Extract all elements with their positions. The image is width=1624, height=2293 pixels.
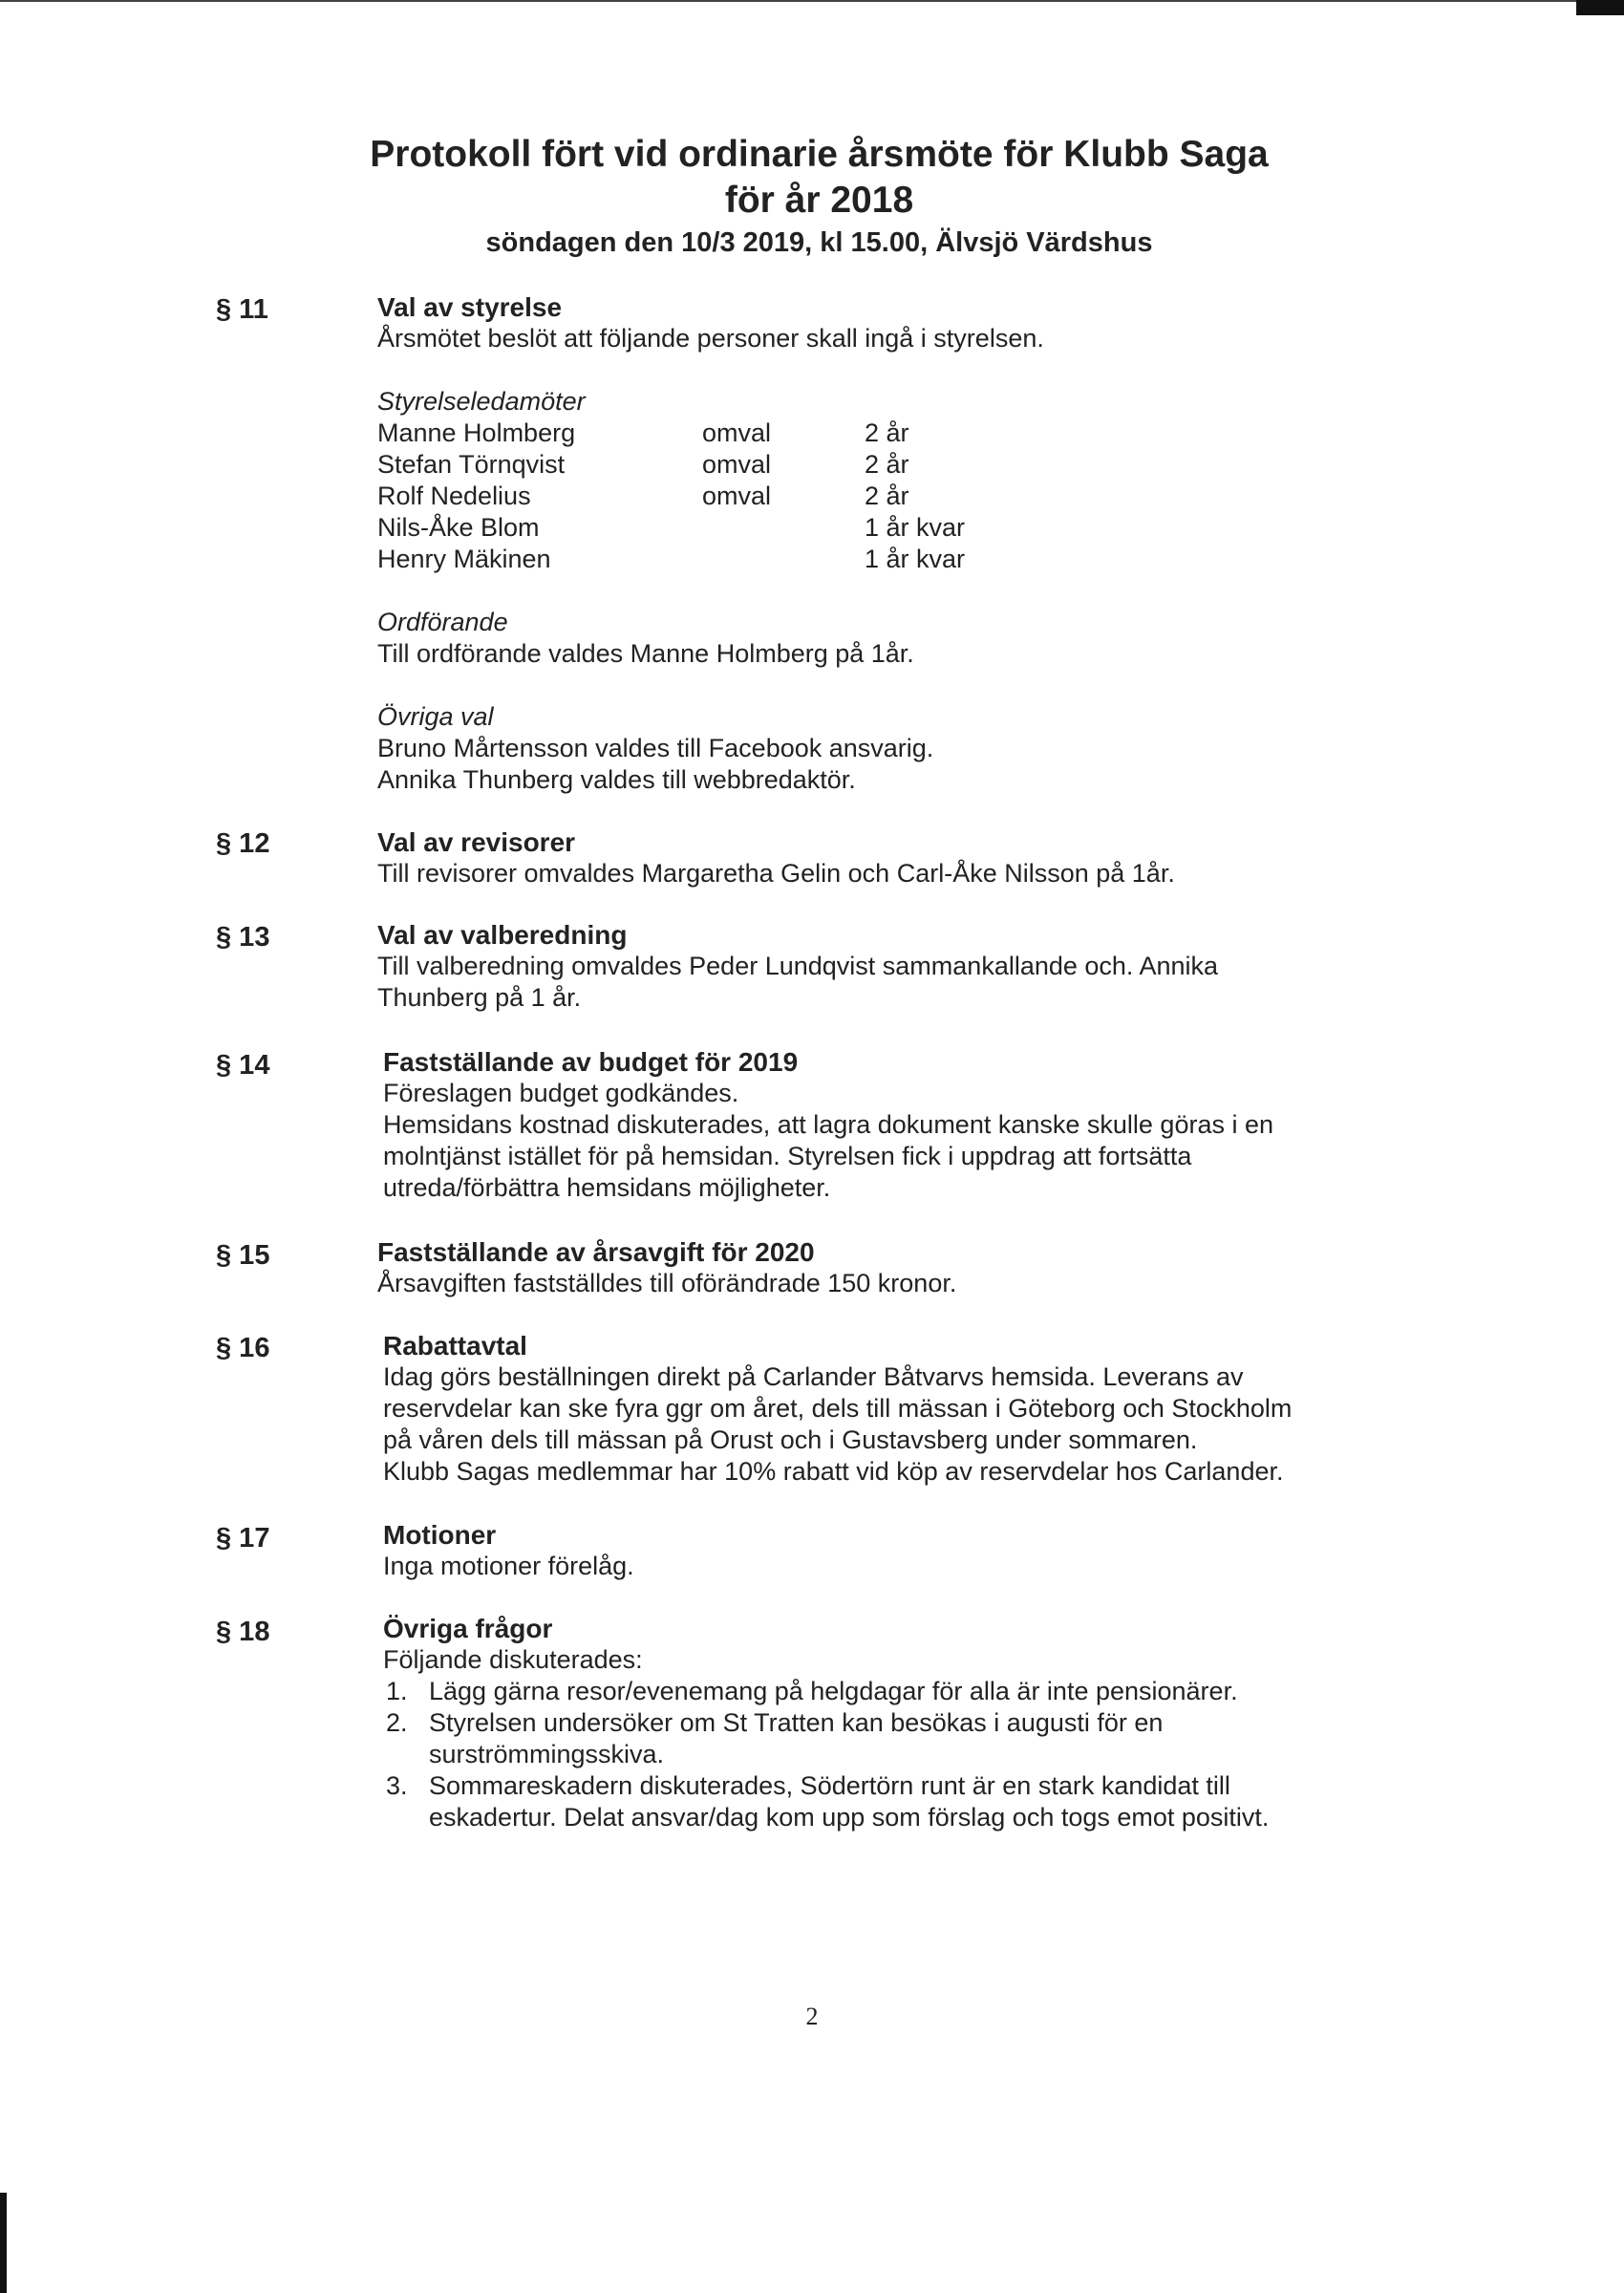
chair-heading: Ordförande (377, 608, 508, 636)
section-14-line: molntjänst istället för på hemsidan. Styrelsen fick i uppdrag att fortsätta (383, 1142, 1192, 1170)
member-status: omval (702, 482, 772, 510)
table-row (377, 418, 965, 449)
section-17 (383, 1519, 1377, 1582)
section-16-heading: Rabattavtal (383, 1331, 527, 1361)
member-term: 1 år kvar (865, 545, 966, 573)
section-16-line: reservdelar kan ske fyra ggr om året, dels till mässan i Göteborg och Stockholm (383, 1394, 1293, 1423)
document-title-line2: för år 2018 (724, 180, 914, 221)
section-14 (383, 1046, 1377, 1204)
section-number-16: § 16 (216, 1333, 270, 1363)
section-12 (377, 826, 1371, 889)
scan-edge-line (0, 0, 1624, 2)
section-number-14: § 14 (216, 1050, 270, 1081)
list-item-line: Lägg gärna resor/evenemang på helgdagar för alla är inte pensionärer. (429, 1677, 1238, 1705)
document-header (0, 132, 1624, 262)
section-18-heading: Övriga frågor (383, 1614, 553, 1643)
table-row (377, 512, 965, 544)
section-13-heading: Val av valberedning (377, 920, 628, 950)
scan-mark-top-right (1576, 0, 1624, 15)
member-name: Nils-Åke Blom (377, 513, 540, 542)
list-item-line: surströmmingsskiva. (429, 1740, 665, 1768)
section-17-text: Inga motioner förelåg. (383, 1552, 634, 1580)
section-17-heading: Motioner (383, 1520, 497, 1550)
section-13 (377, 919, 1371, 1014)
table-row (377, 481, 965, 512)
section-number-12: § 12 (216, 828, 270, 859)
list-item-line: Styrelsen undersöker om St Tratten kan besökas i augusti för en (429, 1708, 1164, 1737)
document-title-line1: Protokoll fört vid ordinarie årsmöte för Klubb Saga (370, 134, 1269, 175)
scan-mark-bottom-left (0, 2193, 7, 2293)
member-name: Manne Holmberg (377, 418, 576, 447)
member-status (702, 544, 865, 575)
section-15-heading: Fastställande av årsavgift för 2020 (377, 1237, 815, 1267)
member-name: Stefan Törnqvist (377, 450, 566, 479)
board-members-table (377, 418, 965, 575)
document-subtitle: söndagen den 10/3 2019, kl 15.00, Älvsjö Värdshus (485, 227, 1153, 258)
list-item-number: 3. (386, 1771, 408, 1800)
other-elections-heading: Övriga val (377, 702, 494, 731)
table-row (377, 449, 965, 481)
section-16-line: Idag görs beställningen direkt på Carlander Båtvarvs hemsida. Leverans av (383, 1362, 1244, 1391)
list-item (383, 1676, 1377, 1707)
section-16-line: Klubb Sagas medlemmar har 10% rabatt vid köp av reservdelar hos Carlander. (383, 1457, 1284, 1486)
section-14-line: Hemsidans kostnad diskuterades, att lagra dokument kanske skulle göras i en (383, 1110, 1274, 1139)
section-11 (377, 291, 1371, 796)
member-name: Rolf Nedelius (377, 482, 531, 510)
member-status (702, 512, 865, 544)
list-item-number: 1. (386, 1677, 408, 1705)
section-number-11: § 11 (216, 294, 268, 325)
section-13-line: Till valberedning omvaldes Peder Lundqvist sammankallande och. Annika (377, 952, 1219, 980)
section-number-17: § 17 (216, 1523, 270, 1554)
member-status: omval (702, 418, 772, 447)
page-number: 2 (805, 2003, 819, 2030)
section-16 (383, 1330, 1377, 1488)
section-12-text: Till revisorer omvaldes Margaretha Gelin och Carl-Åke Nilsson på 1år. (377, 859, 1175, 888)
member-term: 2 år (865, 450, 909, 479)
section-14-line: Föreslagen budget godkändes. (383, 1079, 739, 1107)
list-item (383, 1770, 1377, 1833)
member-term: 1 år kvar (865, 513, 966, 542)
section-14-line: utreda/förbättra hemsidans möjligheter. (383, 1173, 831, 1202)
other-elections-line: Bruno Mårtensson valdes till Facebook ansvarig. (377, 734, 934, 762)
section-18 (383, 1613, 1377, 1833)
section-number-18: § 18 (216, 1617, 270, 1647)
discussion-list (383, 1676, 1377, 1833)
section-12-heading: Val av revisorer (377, 827, 576, 857)
member-name: Henry Mäkinen (377, 545, 551, 573)
section-15-text: Årsavgiften fastställdes till oförändrade 150 kronor. (377, 1269, 957, 1297)
section-14-heading: Fastställande av budget för 2019 (383, 1047, 799, 1077)
member-term: 2 år (865, 418, 909, 447)
section-11-text: Årsmötet beslöt att följande personer skall ingå i styrelsen. (377, 324, 1044, 353)
list-item-line: Sommareskadern diskuterades, Södertörn runt är en stark kandidat till (429, 1771, 1230, 1800)
chair-text: Till ordförande valdes Manne Holmberg på 1år. (377, 639, 914, 668)
member-term: 2 år (865, 482, 909, 510)
board-members-heading: Styrelseledamöter (377, 387, 586, 416)
section-16-line: på våren dels till mässan på Orust och i Gustavsberg under sommaren. (383, 1425, 1198, 1454)
list-item-line: eskadertur. Delat ansvar/dag kom upp som förslag och togs emot positivt. (429, 1803, 1270, 1832)
section-13-line: Thunberg på 1 år. (377, 983, 582, 1012)
section-number-13: § 13 (216, 922, 270, 953)
member-status: omval (702, 450, 772, 479)
table-row (377, 544, 965, 575)
section-number-15: § 15 (216, 1240, 270, 1271)
list-item (383, 1707, 1377, 1770)
section-15 (377, 1236, 1371, 1299)
list-item-number: 2. (386, 1708, 408, 1737)
section-11-heading: Val av styrelse (377, 292, 563, 322)
other-elections-line: Annika Thunberg valdes till webbredaktör. (377, 765, 856, 794)
section-18-intro: Följande diskuterades: (383, 1645, 643, 1674)
